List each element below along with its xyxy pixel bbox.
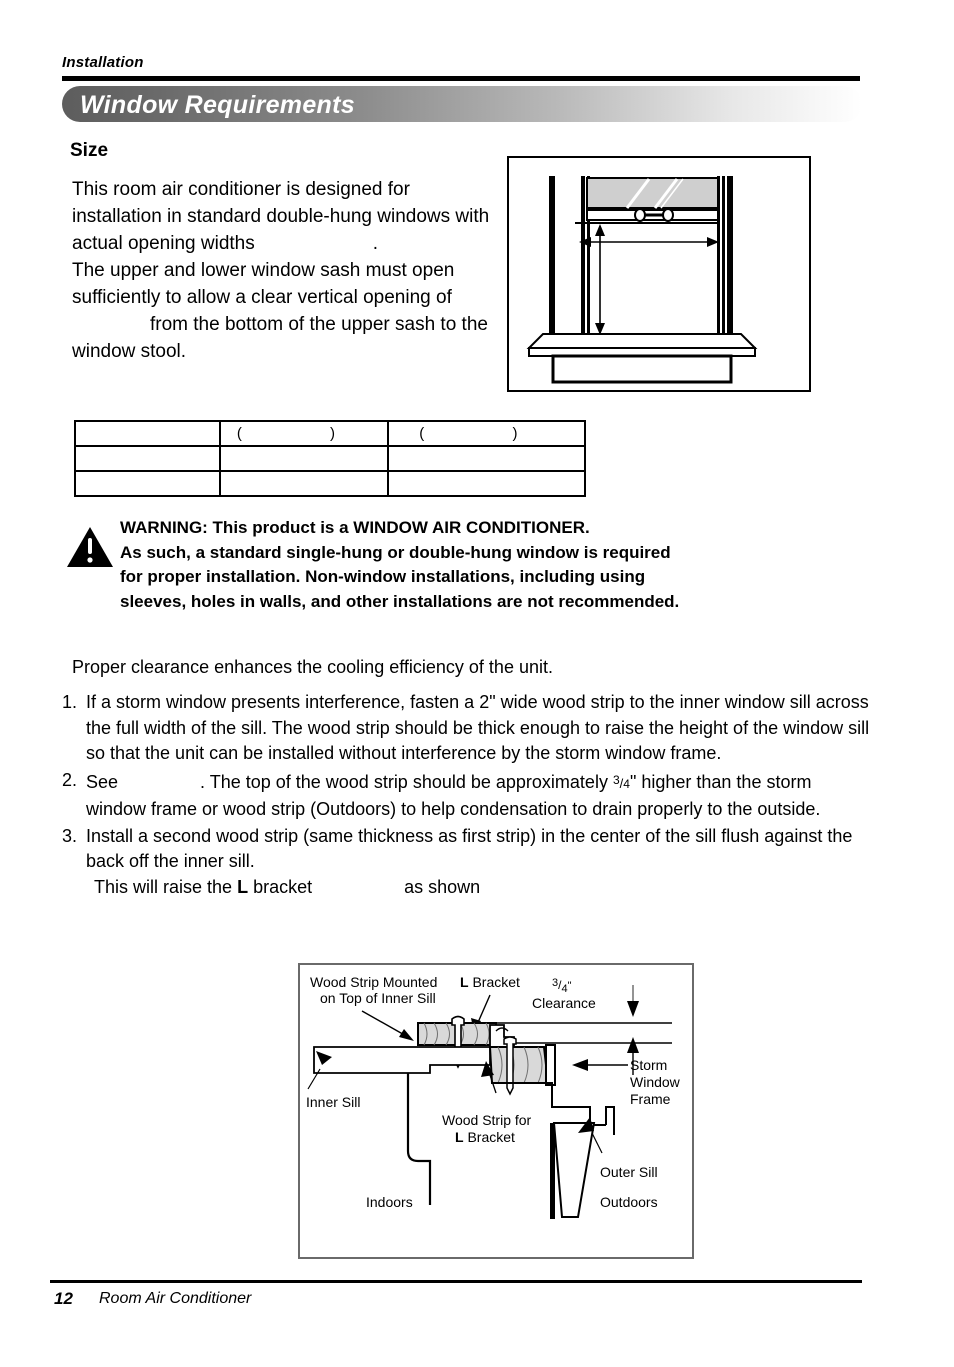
banner-title: Window Requirements [80, 91, 355, 119]
double-hung-window-illustration [507, 156, 811, 392]
step3-b2: bracket [253, 876, 313, 897]
warning-line: for proper installation. Non-window installations, including using [120, 567, 646, 586]
page-number: 12 [54, 1289, 73, 1308]
size-text-part-1: This room air conditioner is designed for installation in standard double-hung windows with actual opening widths [72, 179, 490, 254]
size-text-part-3: The upper and lower window sash must open sufficiently to allow a clear vertical opening of [72, 260, 455, 308]
footer-rule [50, 1280, 862, 1283]
label-storm-3: Frame [630, 1091, 671, 1107]
header-rule [62, 76, 860, 81]
step-text [86, 768, 874, 823]
label-clearance-word: Clearance [532, 995, 596, 1011]
label-indoors: Indoors [366, 1194, 413, 1210]
step3-bold-l: L [237, 876, 249, 897]
step-text: If a storm window presents interference, fasten a 2" wide wood strip to the inner window sill across the full width of the sill. The wood strip should be thick enough to raise the height of the window sill so that the unit can be installed without interference by the storm window frame. [86, 692, 870, 763]
step-subtext [86, 875, 874, 901]
table-cell [388, 446, 585, 471]
window-diagram-svg [509, 158, 809, 390]
label-wood-strip-for-1: Wood Strip for [442, 1112, 532, 1128]
label-wood-strip-mounted-1: Wood Strip Mounted [310, 974, 438, 990]
table-header-units-1: ( ) [236, 425, 378, 442]
fraction-numerator: 3 [612, 772, 620, 787]
label-wood-strip-for-2: L Bracket [455, 1129, 515, 1145]
table-cell [220, 421, 388, 446]
warning-line: WARNING: This product is a WINDOW AIR CONDITIONER. [120, 518, 590, 537]
table-cell [388, 421, 585, 446]
table-cell [75, 421, 220, 446]
section-label: Installation [62, 54, 144, 71]
table-cell [75, 446, 220, 471]
size-text-part-2: . [372, 233, 379, 254]
size-text-part-4: from the bottom of the upper sash to the window stool. [72, 314, 488, 362]
table-row [75, 471, 585, 496]
step-number: 2. [62, 769, 78, 790]
table-cell [388, 471, 585, 496]
list-item [62, 690, 874, 767]
label-wood-strip-mounted-2: on Top of Inner Sill [320, 990, 436, 1006]
warning-triangle-icon [66, 526, 114, 568]
table-header-units-2: ( ) [419, 425, 560, 442]
warning-line: As such, a standard single-hung or double-hung window is required [120, 542, 671, 562]
clearance-intro: Proper clearance enhances the cooling efficiency of the unit. [72, 657, 553, 677]
step-number: 3. [62, 825, 78, 846]
step2-body: . The top of the wood strip should be approximately [200, 771, 608, 792]
list-item [62, 824, 874, 901]
label-clearance-fraction: 3/4" [552, 977, 572, 995]
list-item [62, 768, 874, 823]
fraction-denominator: 4 [623, 776, 630, 791]
section-banner [62, 86, 862, 122]
label-l-bracket-top: L Bracket [460, 974, 520, 990]
label-storm-2: Window [630, 1074, 680, 1090]
table-cell [75, 471, 220, 496]
label-storm-1: Storm [630, 1057, 668, 1073]
table-cell [220, 446, 388, 471]
label-outer-sill: Outer Sill [600, 1164, 658, 1180]
table-row [75, 446, 585, 471]
step3-b3: as shown [404, 876, 481, 897]
step2-see: See [86, 771, 119, 792]
step2-tail: " higher than the storm window frame or wood strip (Outdoors) to help condensation to drain properly to the outside. [86, 771, 821, 819]
sill-clearance-diagram [298, 963, 694, 1259]
warning-line: sleeves, holes in walls, and other installations are not recommended. [120, 591, 680, 611]
step-number: 1. [62, 692, 78, 712]
size-heading: Size [70, 140, 109, 161]
label-outdoors: Outdoors [600, 1194, 658, 1210]
table-row [75, 421, 585, 446]
step3-b1: This will raise the [94, 876, 233, 897]
sill-diagram-svg [300, 965, 692, 1257]
clearance-steps [62, 690, 874, 901]
footer-product-name: Room Air Conditioner [99, 1290, 252, 1307]
window-size-table [74, 420, 586, 497]
fraction-three-quarters: $^3$/4 [612, 772, 630, 791]
label-inner-sill: Inner Sill [306, 1094, 361, 1110]
step-text: Install a second wood strip (same thickness as first strip) in the center of the sill flush against the back off the inner sill. [86, 825, 853, 871]
size-paragraph [72, 176, 492, 365]
warning-message [120, 516, 860, 614]
table-cell [220, 471, 388, 496]
